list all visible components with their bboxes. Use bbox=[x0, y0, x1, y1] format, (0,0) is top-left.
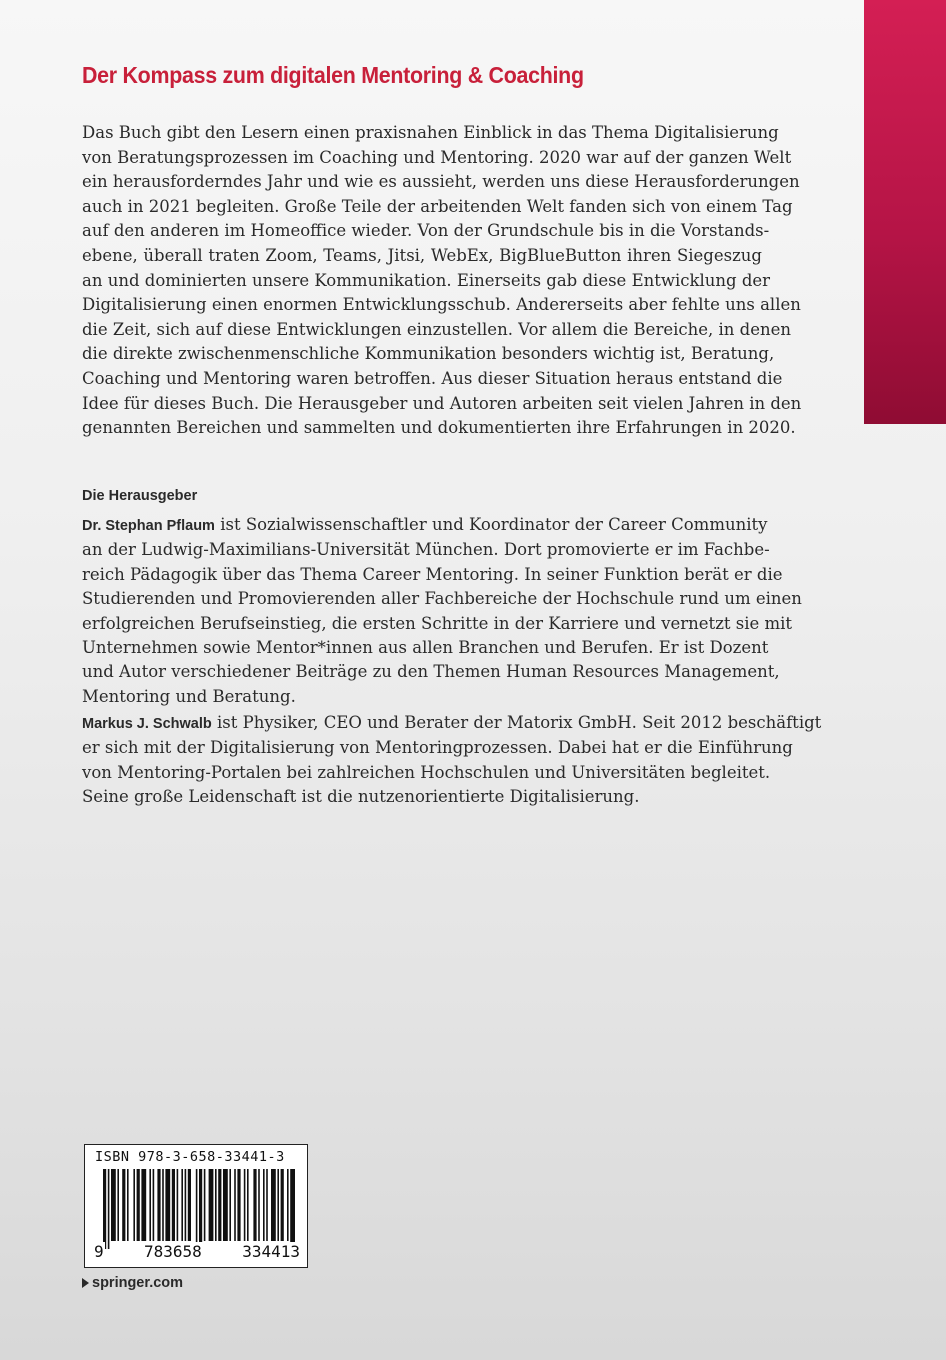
blurb-line: Das Buch gibt den Lesern einen praxisnahen Einblick in das Thema Digitalisierung bbox=[82, 123, 779, 142]
barcode-bar bbox=[266, 1169, 268, 1241]
publisher-link[interactable] bbox=[82, 1275, 183, 1291]
editor-name: Dr. Stephan Pflaum bbox=[82, 518, 215, 534]
blurb-line: Coaching und Mentoring waren betroffen. Aus dieser Situation heraus entstand die bbox=[82, 368, 783, 388]
barcode-bar bbox=[185, 1169, 187, 1241]
barcode-bar bbox=[196, 1169, 198, 1249]
bio-first-line bbox=[82, 513, 768, 538]
barcode-bar bbox=[277, 1169, 279, 1241]
barcode-bar bbox=[234, 1169, 236, 1241]
barcode-bar bbox=[117, 1169, 119, 1241]
barcode-bar bbox=[258, 1169, 260, 1241]
barcode-bar bbox=[204, 1169, 206, 1241]
blurb-line: die Zeit, sich auf diese Entwicklungen einzustellen. Vor allem die Bereiche, in denen bbox=[82, 319, 791, 339]
blurb-line: auf den anderen im Homeoffice wieder. Von der Grundschule bis in die Vorstands- bbox=[82, 221, 770, 241]
barcode-bar bbox=[141, 1169, 146, 1241]
barcode-bar bbox=[244, 1169, 246, 1241]
blurb-line: auch in 2021 begleiten. Große Teile der arbeitenden Welt fanden sich von einem Tag bbox=[82, 196, 793, 216]
barcode-bar bbox=[229, 1169, 231, 1241]
barcode-bar bbox=[127, 1169, 129, 1241]
barcode-bar bbox=[165, 1169, 170, 1241]
isbn-label: ISBN 978-3-658-33441-3 bbox=[95, 1149, 285, 1165]
triangle-right-icon bbox=[82, 1278, 89, 1288]
bio-line: an der Ludwig-Maximilians-Universität München. Dort promovierte er im Fachbe- bbox=[82, 540, 770, 560]
blurb-line: an und dominierten unsere Kommunikation. Einerseits gab diese Entwicklung der bbox=[82, 270, 771, 290]
bio-line: Mentoring und Beratung. bbox=[82, 686, 296, 706]
barcode-bar bbox=[181, 1169, 183, 1241]
barcode-bar bbox=[157, 1169, 160, 1241]
barcode-digits bbox=[93, 1242, 301, 1261]
isbn-barcode bbox=[84, 1144, 308, 1268]
barcode-bar bbox=[153, 1169, 155, 1241]
bio-line: von Mentoring-Portalen bei zahlreichen Hochschulen und Universitäten begleitet. bbox=[82, 762, 771, 782]
bio-line: reich Pädagogik über das Thema Career Mentoring. In seiner Funktion berät er die bbox=[82, 564, 783, 584]
barcode-bar bbox=[271, 1169, 276, 1241]
red-color-tab bbox=[864, 0, 946, 424]
barcode-bar bbox=[162, 1169, 164, 1241]
blurb-line: ebene, überall traten Zoom, Teams, Jitsi, WebEx, BigBlueButton ihren Siegeszug bbox=[82, 245, 762, 265]
bio-line: er sich mit der Digitalisierung von Mentoringprozessen. Dabei hat er die Einführung bbox=[82, 738, 793, 758]
bio-line: Unternehmen sowie Mentor*innen aus allen Branchen und Berufen. Er ist Dozent bbox=[82, 638, 769, 658]
blurb-line: von Beratungsprozessen im Coaching und Mentoring. 2020 war auf der ganzen Welt bbox=[82, 147, 792, 167]
bio-line: Studierenden und Promovierenden aller Fachbereiche der Hochschule rund um einen bbox=[82, 589, 802, 609]
barcode-bar bbox=[237, 1169, 240, 1241]
barcode-bar bbox=[122, 1169, 125, 1241]
bio-line: Seine große Leidenschaft ist die nutzenorientierte Digitalisierung. bbox=[82, 787, 640, 807]
barcode-bar bbox=[287, 1169, 289, 1241]
barcode-bar bbox=[137, 1169, 140, 1241]
blurb-line: Digitalisierung einen enormen Entwicklungsschub. Andererseits aber fehlte uns allen bbox=[82, 295, 801, 315]
blurb-text bbox=[82, 121, 802, 441]
blurb-line: die direkte zwischenmenschliche Kommunikation besonders wichtig ist, Beratung, bbox=[82, 344, 775, 364]
bio-first-line bbox=[82, 711, 822, 736]
blurb-line: Idee für dieses Buch. Die Herausgeber und Autoren arbeiten seit vielen Jahren in den bbox=[82, 393, 802, 413]
barcode-bar bbox=[177, 1169, 179, 1241]
barcode-bar bbox=[199, 1169, 202, 1249]
barcode-bar bbox=[253, 1169, 256, 1241]
barcode-bar bbox=[149, 1169, 151, 1241]
bio-line: und Autor verschiedener Beiträge zu den Themen Human Resources Management, bbox=[82, 662, 780, 682]
editor-name: Markus J. Schwalb bbox=[82, 716, 212, 732]
barcode-digit-group: 334413 bbox=[242, 1242, 300, 1261]
barcode-bar bbox=[111, 1169, 116, 1241]
barcode-digit-group: 783658 bbox=[144, 1242, 202, 1261]
barcode-bar bbox=[223, 1169, 228, 1241]
barcode-bar bbox=[209, 1169, 214, 1241]
blurb-line: ein herausforderndes Jahr und wie es aussieht, werden uns diese Herausforderungen bbox=[82, 172, 800, 192]
barcode-bars bbox=[93, 1169, 301, 1249]
headline: Der Kompass zum digitalen Mentoring & Coaching bbox=[82, 62, 584, 88]
barcode-bar bbox=[281, 1169, 284, 1241]
barcode-bar bbox=[247, 1169, 249, 1241]
barcode-bar bbox=[188, 1169, 191, 1241]
editor-bio-schwalb bbox=[82, 711, 822, 810]
editors-heading: Die Herausgeber bbox=[82, 488, 198, 504]
bio-line: ist Physiker, CEO und Berater der Matorix GmbH. Seit 2012 beschäftigt bbox=[211, 713, 822, 732]
barcode-bar bbox=[133, 1169, 135, 1241]
barcode-digit-group: 9 bbox=[94, 1242, 104, 1261]
barcode-bar bbox=[215, 1169, 217, 1241]
barcode-bar bbox=[290, 1169, 295, 1249]
editor-bio-pflaum bbox=[82, 513, 802, 709]
bio-line: erfolgreichen Berufseinstieg, die ersten Schritte in der Karriere und vernetzt sie mit bbox=[82, 613, 793, 633]
bio-line: ist Sozialwissenschaftler und Koordinator der Career Community bbox=[214, 515, 768, 534]
barcode-bar bbox=[263, 1169, 265, 1241]
barcode-bar bbox=[108, 1169, 110, 1249]
barcode-bar bbox=[103, 1169, 106, 1249]
blurb-line: genannten Bereichen und sammelten und dokumentierten ihre Erfahrungen in 2020. bbox=[82, 418, 796, 438]
barcode-bar bbox=[172, 1169, 175, 1241]
publisher-link-text[interactable]: springer.com bbox=[92, 1275, 184, 1291]
barcode-bar bbox=[218, 1169, 221, 1241]
